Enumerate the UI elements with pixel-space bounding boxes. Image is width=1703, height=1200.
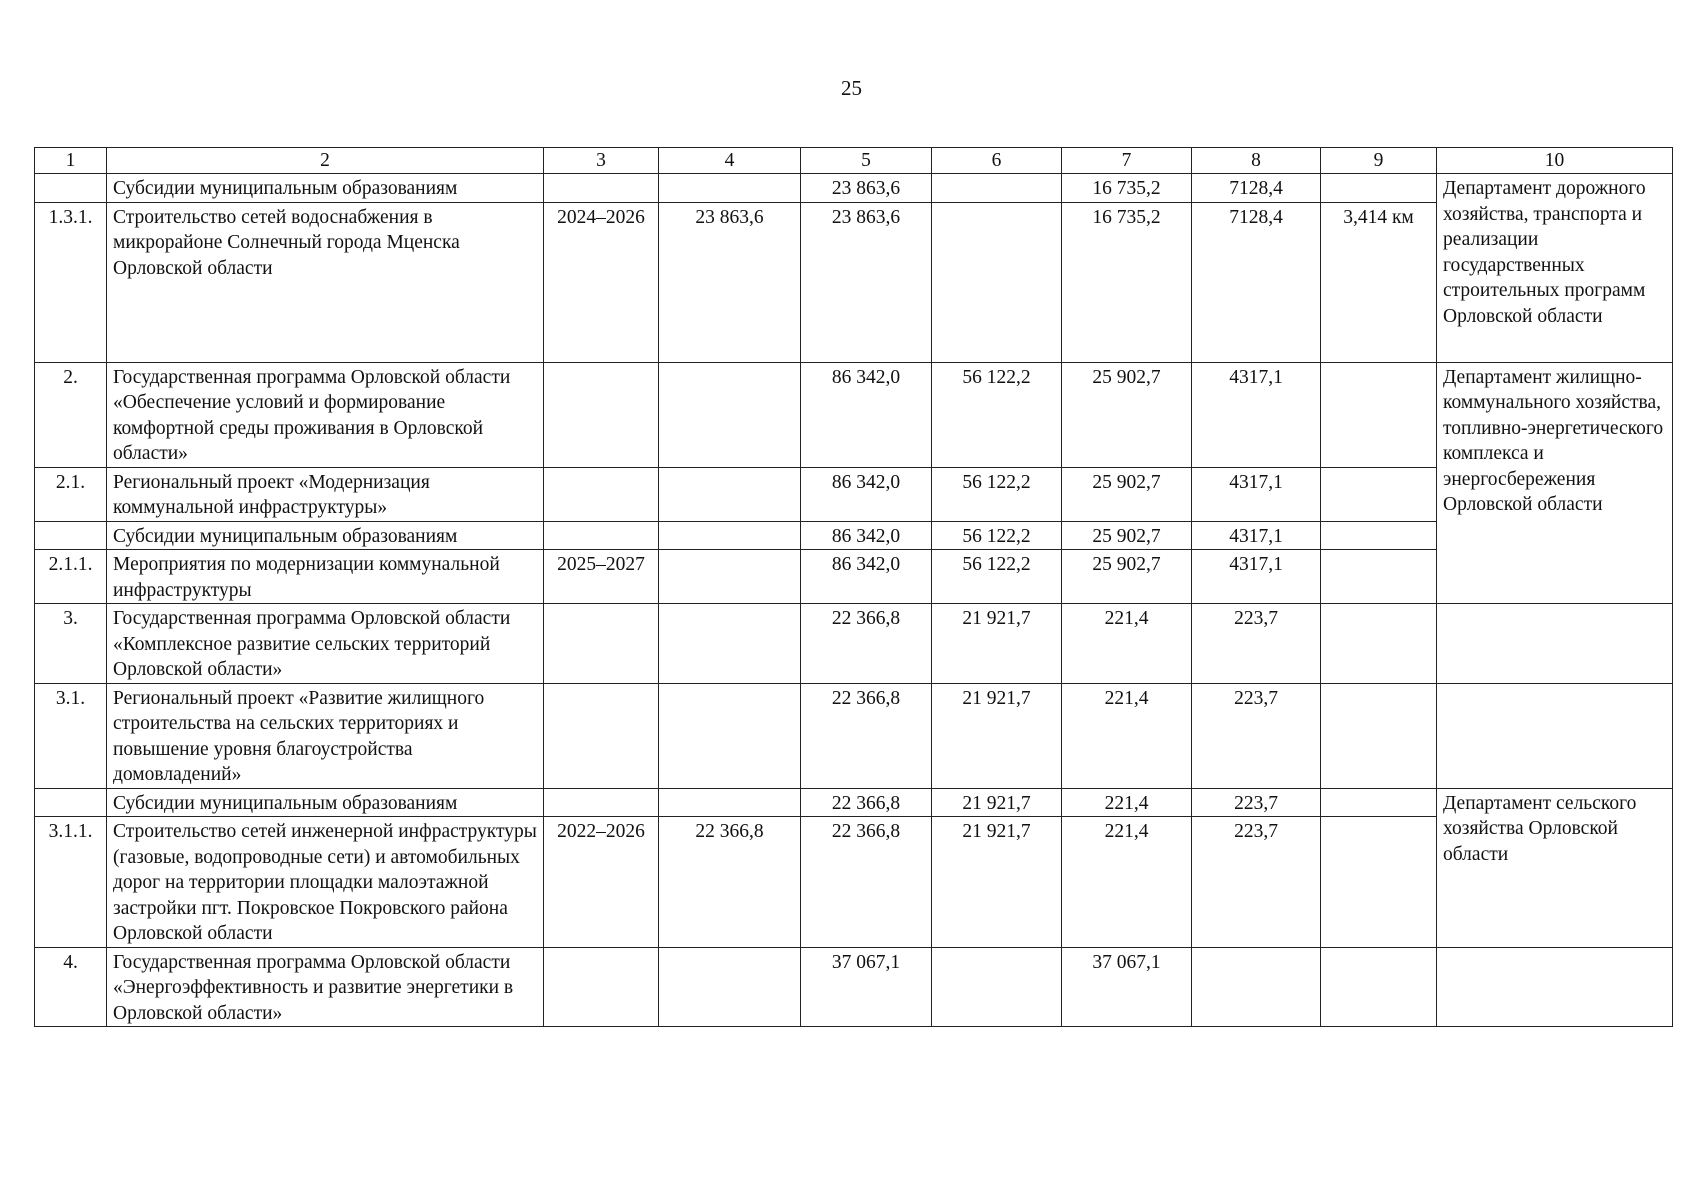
federal-cell: 56 122,2: [932, 362, 1062, 467]
regional-cell: 25 902,7: [1062, 362, 1192, 467]
page-number: 25: [841, 76, 862, 100]
local-cell: 4317,1: [1192, 362, 1321, 467]
responsible-department: [1437, 604, 1673, 684]
federal-cell: [932, 202, 1062, 362]
row-index: 1.3.1.: [35, 202, 107, 362]
capacity-cell: 3,414 км: [1321, 202, 1437, 362]
responsible-department: Департамент жилищно-коммунального хозяйства, топливно-энергетического комплекса и энергосбережения Орловской области: [1437, 362, 1673, 604]
capacity-cell: [1321, 521, 1437, 550]
total-cell: 86 342,0: [801, 467, 932, 521]
table-row: [35, 788, 1673, 817]
total-cell: 86 342,0: [801, 362, 932, 467]
regional-cell: 221,4: [1062, 683, 1192, 788]
local-cell: 7128,4: [1192, 202, 1321, 362]
row-title: Субсидии муниципальным образованиям: [107, 521, 544, 550]
cost-cell: 23 863,6: [659, 202, 801, 362]
row-index: 3.: [35, 604, 107, 684]
federal-cell: 56 122,2: [932, 521, 1062, 550]
total-cell: 22 366,8: [801, 604, 932, 684]
table-row: [35, 550, 1673, 604]
row-index: 2.1.: [35, 467, 107, 521]
row-title: Региональный проект «Развитие жилищного строительства на сельских территориях и повышение уровня благоустройства домовладений»: [107, 683, 544, 788]
column-number: 10: [1437, 148, 1673, 174]
regional-cell: 16 735,2: [1062, 202, 1192, 362]
local-cell: 4317,1: [1192, 521, 1321, 550]
federal-cell: [932, 174, 1062, 203]
capacity-cell: [1321, 817, 1437, 948]
row-index: 3.1.: [35, 683, 107, 788]
table-row: [35, 817, 1673, 948]
period-cell: [544, 362, 659, 467]
cost-cell: [659, 550, 801, 604]
total-cell: 22 366,8: [801, 788, 932, 817]
local-cell: 7128,4: [1192, 174, 1321, 203]
federal-cell: 21 921,7: [932, 817, 1062, 948]
table-row: [35, 362, 1673, 467]
row-title: Субсидии муниципальным образованиям: [107, 788, 544, 817]
table-row: [35, 683, 1673, 788]
total-cell: 23 863,6: [801, 174, 932, 203]
capacity-cell: [1321, 362, 1437, 467]
total-cell: 37 067,1: [801, 947, 932, 1027]
capacity-cell: [1321, 683, 1437, 788]
row-index: 2.: [35, 362, 107, 467]
period-cell: 2024–2026: [544, 202, 659, 362]
column-number: 3: [544, 148, 659, 174]
local-cell: 4317,1: [1192, 467, 1321, 521]
table-row: [35, 467, 1673, 521]
cost-cell: [659, 604, 801, 684]
local-cell: 4317,1: [1192, 550, 1321, 604]
cost-cell: [659, 467, 801, 521]
table-row: [35, 604, 1673, 684]
local-cell: 223,7: [1192, 683, 1321, 788]
column-number: 4: [659, 148, 801, 174]
row-title: Строительство сетей инженерной инфраструктуры (газовые, водопроводные сети) и автомобильных дорог на территории площадки малоэтажной застройки пгт. Покровское Покровского района Орловской области: [107, 817, 544, 948]
regional-cell: 221,4: [1062, 788, 1192, 817]
row-title: Государственная программа Орловской области «Комплексное развитие сельских территорий Орловской области»: [107, 604, 544, 684]
cost-cell: [659, 174, 801, 203]
capacity-cell: [1321, 467, 1437, 521]
capacity-cell: [1321, 604, 1437, 684]
period-cell: [544, 604, 659, 684]
column-numbers-row: [35, 148, 1673, 174]
regional-cell: 25 902,7: [1062, 521, 1192, 550]
period-cell: [544, 174, 659, 203]
capacity-cell: [1321, 788, 1437, 817]
regional-cell: 25 902,7: [1062, 467, 1192, 521]
period-cell: [544, 521, 659, 550]
table-row: [35, 521, 1673, 550]
cost-cell: [659, 947, 801, 1027]
regional-cell: 25 902,7: [1062, 550, 1192, 604]
table-row: [35, 174, 1673, 203]
total-cell: 22 366,8: [801, 817, 932, 948]
column-number: 9: [1321, 148, 1437, 174]
budget-table: [34, 147, 1673, 1027]
federal-cell: 21 921,7: [932, 683, 1062, 788]
row-index: 4.: [35, 947, 107, 1027]
column-number: 8: [1192, 148, 1321, 174]
row-title: Государственная программа Орловской области «Энергоэффективность и развитие энергетики в Орловской области»: [107, 947, 544, 1027]
capacity-cell: [1321, 174, 1437, 203]
regional-cell: 221,4: [1062, 604, 1192, 684]
period-cell: [544, 683, 659, 788]
row-index: [35, 174, 107, 203]
period-cell: [544, 467, 659, 521]
responsible-department: [1437, 683, 1673, 788]
local-cell: [1192, 947, 1321, 1027]
row-index: 2.1.1.: [35, 550, 107, 604]
local-cell: 223,7: [1192, 604, 1321, 684]
row-index: [35, 521, 107, 550]
regional-cell: 37 067,1: [1062, 947, 1192, 1027]
federal-cell: [932, 947, 1062, 1027]
row-title: Мероприятия по модернизации коммунальной инфраструктуры: [107, 550, 544, 604]
federal-cell: 56 122,2: [932, 467, 1062, 521]
table-row: [35, 947, 1673, 1027]
column-number: 1: [35, 148, 107, 174]
row-title: Субсидии муниципальным образованиям: [107, 174, 544, 203]
column-number: 5: [801, 148, 932, 174]
federal-cell: 21 921,7: [932, 788, 1062, 817]
period-cell: 2025–2027: [544, 550, 659, 604]
total-cell: 86 342,0: [801, 550, 932, 604]
row-index: [35, 788, 107, 817]
total-cell: 86 342,0: [801, 521, 932, 550]
column-number: 6: [932, 148, 1062, 174]
responsible-department: Департамент сельского хозяйства Орловской области: [1437, 788, 1673, 947]
responsible-department: Департамент дорожного хозяйства, транспорта и реализации государственных строительных программ Орловской области: [1437, 174, 1673, 363]
cost-cell: 22 366,8: [659, 817, 801, 948]
responsible-department: [1437, 947, 1673, 1027]
row-index: 3.1.1.: [35, 817, 107, 948]
period-cell: [544, 788, 659, 817]
local-cell: 223,7: [1192, 817, 1321, 948]
capacity-cell: [1321, 550, 1437, 604]
regional-cell: 221,4: [1062, 817, 1192, 948]
total-cell: 22 366,8: [801, 683, 932, 788]
cost-cell: [659, 788, 801, 817]
total-cell: 23 863,6: [801, 202, 932, 362]
cost-cell: [659, 362, 801, 467]
row-title: Государственная программа Орловской области «Обеспечение условий и формирование комфортной среды проживания в Орловской области»: [107, 362, 544, 467]
regional-cell: 16 735,2: [1062, 174, 1192, 203]
federal-cell: 21 921,7: [932, 604, 1062, 684]
row-title: Региональный проект «Модернизация коммунальной инфраструктуры»: [107, 467, 544, 521]
row-title: Строительство сетей водоснабжения в микрорайоне Солнечный города Мценска Орловской области: [107, 202, 544, 362]
period-cell: 2022–2026: [544, 817, 659, 948]
cost-cell: [659, 521, 801, 550]
column-number: 7: [1062, 148, 1192, 174]
cost-cell: [659, 683, 801, 788]
capacity-cell: [1321, 947, 1437, 1027]
local-cell: 223,7: [1192, 788, 1321, 817]
table-row: [35, 202, 1673, 362]
period-cell: [544, 947, 659, 1027]
column-number: 2: [107, 148, 544, 174]
federal-cell: 56 122,2: [932, 550, 1062, 604]
